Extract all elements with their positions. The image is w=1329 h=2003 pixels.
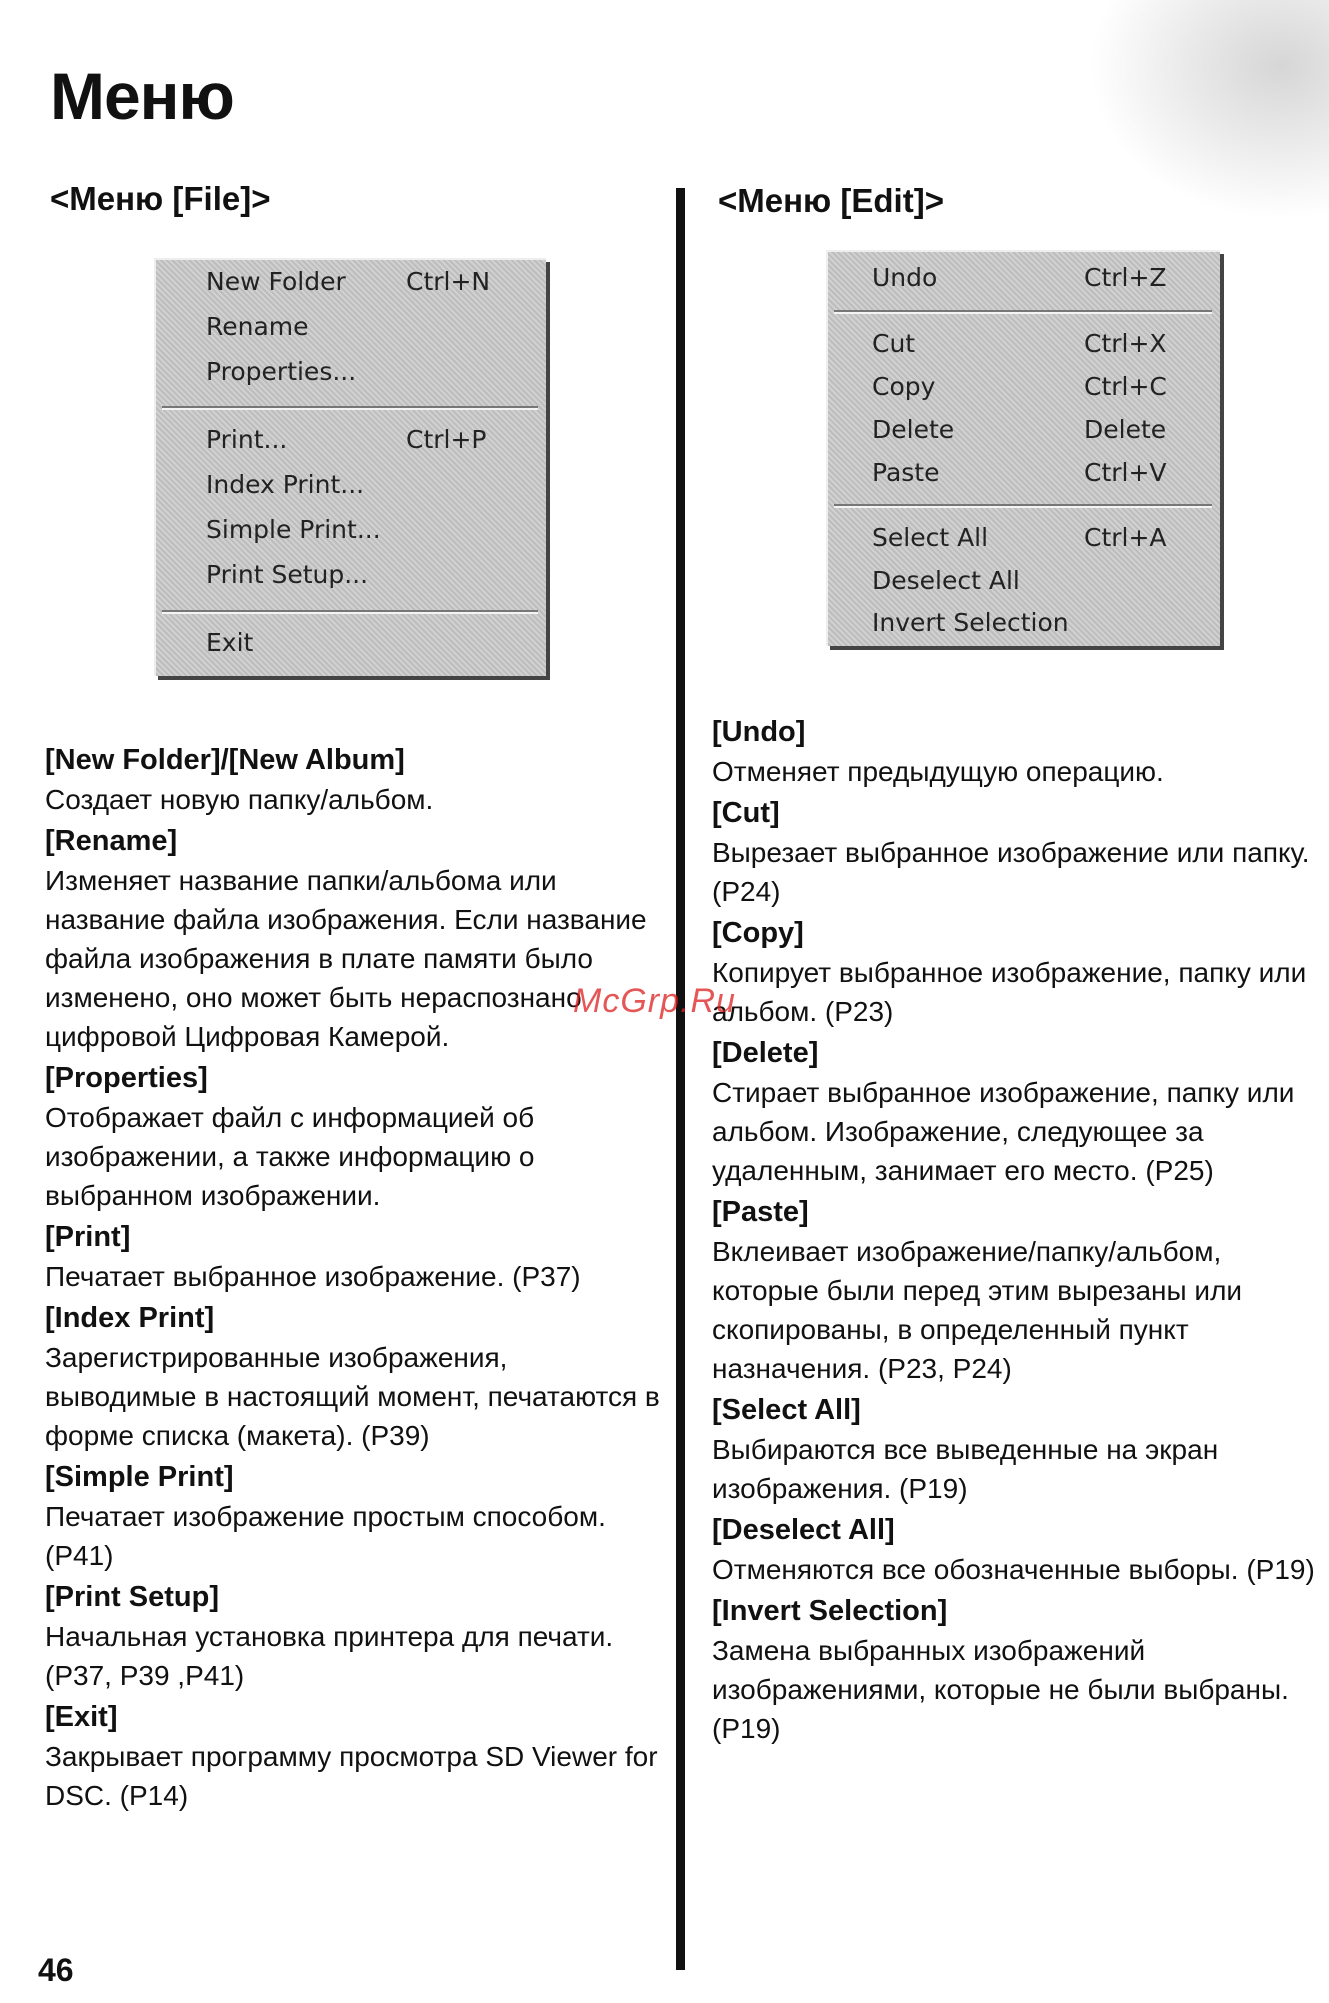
menu-item-label: Print Setup... [206, 560, 369, 589]
term-invert-selection: [Invert Selection] [712, 1595, 948, 1627]
file-menu-descriptions [45, 740, 665, 1817]
description-text: Вклеивает изображение/папку/альбом, которые были перед этим вырезаны или скопированы, в определенный пункт назначения. (P23, P24) [712, 1236, 1243, 1384]
edit-menu-heading: <Меню [Edit]> [718, 182, 944, 219]
menu-item-shortcut: Ctrl+C [1084, 372, 1167, 401]
menu-item-shortcut: Ctrl+P [406, 425, 487, 454]
term-rename: [Rename] [45, 825, 178, 857]
menu-separator [834, 310, 1212, 314]
file-menu-panel [154, 258, 546, 676]
menu-item-label: Cut [872, 329, 916, 358]
page-title: Меню [50, 59, 234, 133]
description-text: Начальная установка принтера для печати. (P37, P39 ,P41) [45, 1621, 614, 1691]
term-new-folder: [New Folder]/[New Album] [45, 744, 405, 776]
term-print: [Print] [45, 1221, 131, 1253]
description-text: Копирует выбранное изображение, папку или альбом. (P23) [712, 957, 1307, 1027]
menu-item-label: Invert Selection [872, 608, 1069, 637]
menu-item-shortcut: Ctrl+A [1084, 523, 1167, 552]
term-deselect-all: [Deselect All] [712, 1514, 895, 1546]
description-text: Печатает выбранное изображение. (P37) [45, 1261, 581, 1292]
description-text: Закрывает программу просмотра SD Viewer for DSC. (P14) [45, 1741, 658, 1811]
description-text: Создает новую папку/альбом. [45, 784, 434, 815]
menu-separator [162, 610, 538, 614]
page-number: 46 [38, 1952, 74, 1988]
file-menu-heading: <Меню [File]> [50, 180, 271, 217]
term-delete: [Delete] [712, 1037, 819, 1069]
term-copy: [Copy] [712, 917, 804, 949]
edit-menu-panel [826, 250, 1220, 646]
menu-item-label: New Folder [206, 267, 346, 296]
term-print-setup: [Print Setup] [45, 1581, 219, 1613]
watermark: McGrp.Ru [573, 982, 736, 1020]
term-simple-print: [Simple Print] [45, 1461, 234, 1493]
menu-item-label: Simple Print... [206, 515, 381, 544]
menu-item-shortcut: Delete [1084, 415, 1167, 444]
term-select-all: [Select All] [712, 1394, 861, 1426]
column-divider [676, 188, 685, 1970]
description-text: Отменяет предыдущую операцию. [712, 756, 1164, 787]
term-undo: [Undo] [712, 716, 806, 748]
term-exit: [Exit] [45, 1701, 118, 1733]
description-text: Замена выбранных изображений изображениями, которые не были выбраны. (P19) [712, 1635, 1289, 1744]
menu-item-label: Select All [872, 523, 989, 552]
menu-separator [834, 504, 1212, 508]
edit-menu-descriptions [712, 712, 1322, 1750]
description-text: Выбираются все выведенные на экран изображения. (P19) [712, 1434, 1219, 1504]
description-text: Стирает выбранное изображение, папку или альбом. Изображение, следующее за удаленным, занимает его место. (P25) [712, 1077, 1295, 1186]
menu-item-label: Index Print... [206, 470, 365, 499]
menu-item-shortcut: Ctrl+N [406, 267, 491, 296]
description-text: Зарегистрированные изображения, выводимые в настоящий момент, печатаются в форме списка (макета). (P39) [45, 1342, 660, 1451]
menu-item-label: Rename [206, 312, 309, 341]
description-text: Печатает изображение простым способом. (P41) [45, 1501, 606, 1571]
menu-separator [162, 406, 538, 410]
menu-item-label: Properties... [206, 357, 357, 386]
menu-item-label: Undo [872, 263, 938, 292]
menu-item-label: Deselect All [872, 566, 1020, 595]
menu-item-shortcut: Ctrl+Z [1084, 263, 1167, 292]
menu-item-label: Print... [206, 425, 288, 454]
term-index-print: [Index Print] [45, 1302, 215, 1334]
menu-item-shortcut: Ctrl+V [1084, 458, 1167, 487]
term-cut: [Cut] [712, 797, 780, 829]
menu-item-label: Paste [872, 458, 940, 487]
menu-item-label: Exit [206, 628, 254, 657]
description-text: Отменяются все обозначенные выборы. (P19) [712, 1554, 1315, 1585]
menu-item-label: Delete [872, 415, 955, 444]
scan-smudge [1089, 0, 1329, 220]
description-text: Изменяет название папки/альбома или название файла изображения. Если название файла изображения в плате памяти было изменено, оно может быть нераспознано цифровой Цифровая Камерой. [45, 865, 647, 1052]
description-text: Вырезает выбранное изображение или папку. (P24) [712, 837, 1310, 907]
menu-item-shortcut: Ctrl+X [1084, 329, 1167, 358]
term-properties: [Properties] [45, 1062, 208, 1094]
menu-item-label: Copy [872, 372, 936, 401]
description-text: Отображает файл с информацией об изображении, а также информацию о выбранном изображении. [45, 1102, 535, 1211]
term-paste: [Paste] [712, 1196, 809, 1228]
